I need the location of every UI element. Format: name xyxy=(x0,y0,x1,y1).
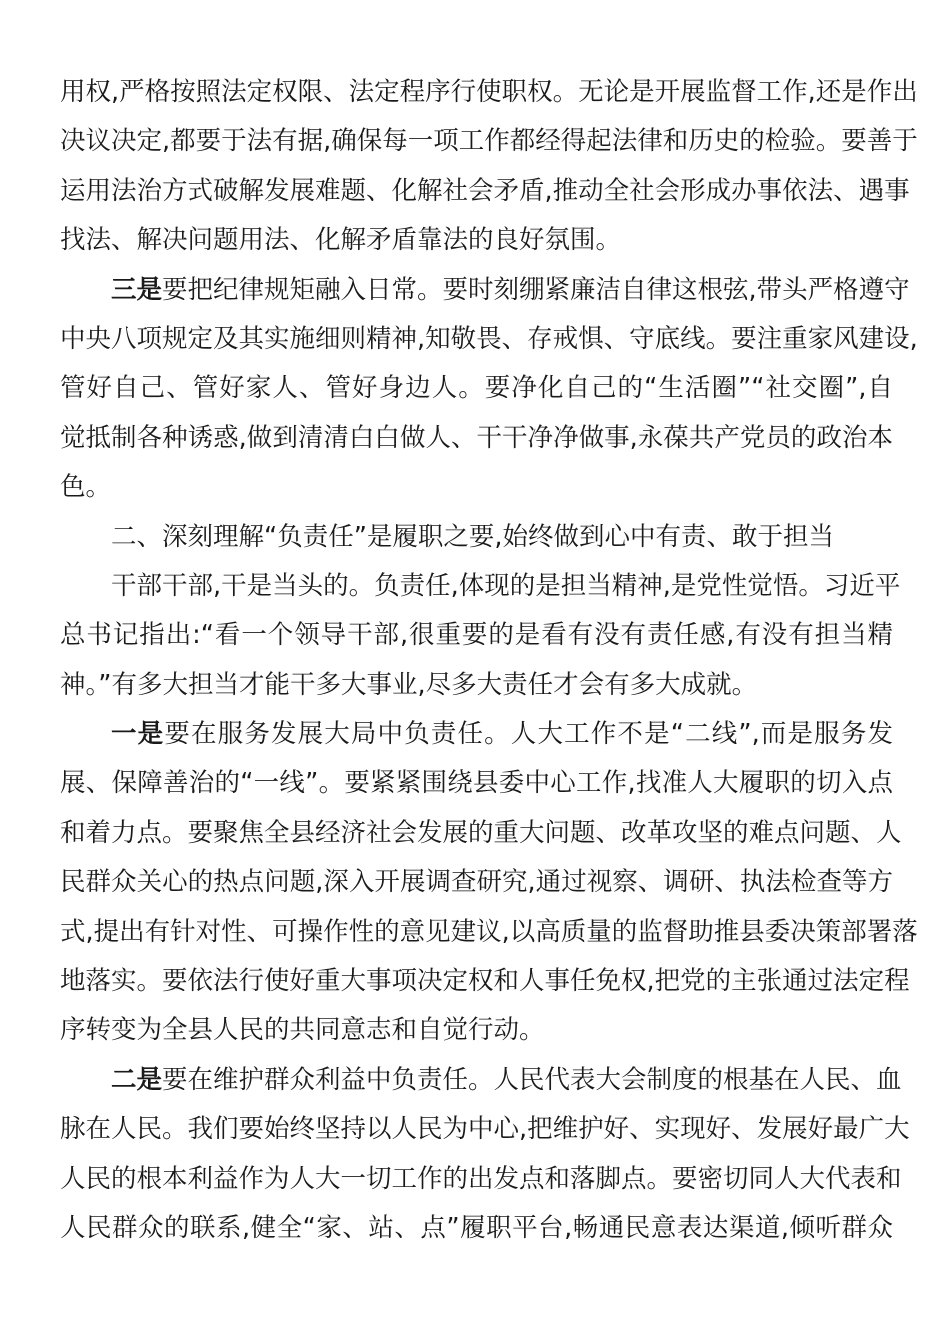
text-line: 神。”有多大担当才能干多大事业,尽多大责任才会有多大成就。 xyxy=(60,669,758,700)
text-line: 总书记指出:“看一个领导干部,很重要的是看有没有责任感,有没有担当精 xyxy=(60,620,893,651)
section-heading xyxy=(60,513,893,562)
text-line: 管好自己、管好家人、管好身边人。要净化自己的“生活圈”“社交圈”,自 xyxy=(60,373,893,404)
text-line: 地落实。要依法行使好重大事项决定权和人事任免权,把党的主张通过法定程 xyxy=(60,966,910,997)
text-line: 运用法治方式破解发展难题、化解社会矛盾,推动全社会形成办事依法、遇事 xyxy=(60,175,910,206)
text-line xyxy=(60,1056,902,1105)
paragraph-point-two xyxy=(60,1056,910,1254)
text-line: 和着力点。要聚焦全县经济社会发展的重大问题、改革攻坚的难点问题、人 xyxy=(60,817,902,848)
paragraph-point-one xyxy=(60,710,918,1056)
text-line: 式,提出有针对性、可操作性的意见建议,以高质量的监督助推县委决策部署落 xyxy=(60,916,918,947)
text-line: 民群众关心的热点问题,深入开展调查研究,通过视察、调研、执法检查等方 xyxy=(60,867,893,898)
text-line: 色。 xyxy=(60,472,112,503)
text-line: 中央八项规定及其实施细则精神,知敬畏、存戒惧、守底线。要注重家风建设, xyxy=(60,323,918,354)
text-line: 人民群众的联系,健全“家、站、点”履职平台,畅通民意表达渠道,倾听群众 xyxy=(60,1212,893,1243)
point-lead: 一是 xyxy=(111,719,165,750)
text-line: 找法、解决问题用法、化解矛盾靠法的良好氛围。 xyxy=(60,225,622,256)
text-line xyxy=(60,266,910,315)
point-lead: 三是 xyxy=(111,274,163,305)
text-line: 展、保障善治的“一线”。要紧紧围绕县委中心工作,找准人大履职的切入点 xyxy=(60,768,893,799)
text-span: 要把纪律规矩融入日常。要时刻绷紧廉洁自律这根弦,带头严格遵守 xyxy=(162,274,910,305)
heading-line: 二、深刻理解“负责任”是履职之要,始终做到心中有责、敢于担当 xyxy=(111,521,835,552)
text-line: 人民的根本利益作为人大一切工作的出发点和落脚点。要密切同人大代表和 xyxy=(60,1163,902,1194)
text-span: 要在服务发展大局中负责任。人大工作不是“二线”,而是服务发 xyxy=(164,719,893,750)
paragraph-body xyxy=(60,562,901,710)
text-line: 用权,严格按照法定权限、法定程序行使职权。无论是开展监督工作,还是作出 xyxy=(60,77,918,107)
text-span: 要在维护群众利益中负责任。人民代表大会制度的根基在人民、血 xyxy=(162,1064,902,1095)
text-line: 干部干部,干是当头的。负责任,体现的是担当精神,是党性觉悟。习近平 xyxy=(111,570,901,601)
text-line: 序转变为全县人民的共同意志和自觉行动。 xyxy=(60,1015,545,1046)
text-line: 决议决定,都要于法有据,确保每一项工作都经得起法律和历史的检验。要善于 xyxy=(60,126,918,157)
point-lead: 二是 xyxy=(111,1064,163,1095)
text-line xyxy=(60,710,893,759)
paragraph-continuation xyxy=(60,68,918,266)
document-page xyxy=(60,68,918,1253)
text-line: 觉抵制各种诱惑,做到清清白白做人、干干净净做事,永葆共产党员的政治本 xyxy=(60,422,893,453)
paragraph-point-three xyxy=(60,266,918,513)
text-line: 脉在人民。我们要始终坚持以人民为中心,把维护好、实现好、发展好最广大 xyxy=(60,1114,910,1145)
